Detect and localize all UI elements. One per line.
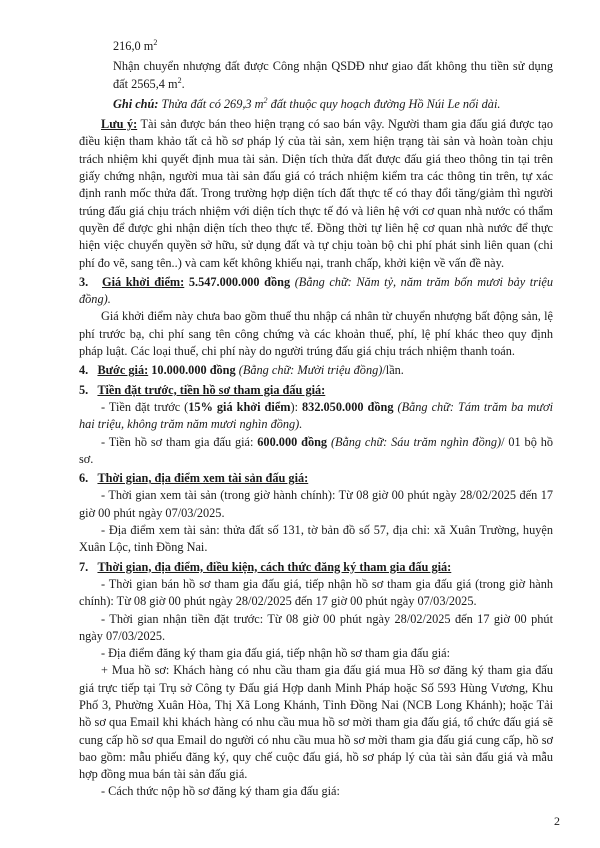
area-line-1: 216,0 $m^2$: [113, 37, 158, 53]
section-7-location: - Địa điểm đăng ký tham gia đấu giá, tiếp nhận hồ sơ tham gia đấu giá:: [101, 646, 451, 661]
section-6-location: - Địa điểm xem tài sản: thửa đất số 131, tờ bản đồ số 57, địa chỉ: xã Xuân Trường, huyện Xuân Lộc, tỉnh Đồng Nai.: [79, 523, 553, 555]
section-6-heading: 6. Thời gian, địa điểm xem tài sản đấu giá:: [79, 471, 309, 486]
section-5-heading: 5. Tiền đặt trước, tiền hồ sơ tham gia đấu giá:: [79, 382, 326, 397]
document-body: [79, 38, 553, 801]
section-3-text: Giá khởi điểm này chưa bao gồm thuế thu nhập cá nhân từ chuyển nhượng bất động sản, lệ phí trước bạ, chi phí sang tên công chứng và các khoản thuế, phí, lệ phí khác theo quy định pháp luật. Các loại thuế, chi phí này do người trúng đấu giá chịu trách nhiệm thanh toán.: [79, 309, 553, 359]
section-5-deposit: - Tiền đặt trước (15% giá khởi điểm): 832.050.000 đồng (Bằng chữ: Tám trăm ba mươi hai triệu, không trăm năm mươi nghìn đồng).: [79, 399, 553, 432]
note-paragraph: Ghi chú: Thửa đất có 269,3 $m^2$ đất thuộc quy hoạch đường Hồ Núi Le nối dài.: [113, 95, 501, 111]
caution-label: Lưu ý:: [101, 117, 138, 132]
page-number: 2: [554, 813, 560, 828]
section-7-submit-method: - Cách thức nộp hồ sơ đăng ký tham gia đấu giá:: [101, 784, 340, 799]
area-line-2: Nhận chuyển nhượng đất được Công nhận QSDĐ như giao đất không thu tiền sử dụng đất 2565,4 $m^2$.: [113, 59, 553, 91]
note-label: Ghi chú:: [113, 96, 159, 111]
section-4-heading: 4. Bước giá: 10.000.000 đồng (Bằng chữ: Mười triệu đồng)/lần.: [79, 363, 404, 378]
section-6-time: - Thời gian xem tài sản (trong giờ hành chính): Từ 08 giờ 00 phút ngày 28/02/2025 đến 17 giờ 00 phút ngày 07/03/2025.: [79, 488, 553, 520]
section-5-file-fee: - Tiền hồ sơ tham gia đấu giá: 600.000 đồng (Bằng chữ: Sáu trăm nghìn đồng)/ 01 bộ hồ sơ.: [79, 434, 554, 466]
section-7-buy-file: + Mua hồ sơ: Khách hàng có nhu cầu tham gia đấu giá mua Hồ sơ đăng ký tham gia đấu giá trực tiếp tại Trụ sở Công ty Đấu giá Hợp danh Minh Pháp hoặc Số 593 Hùng Vương, Khu Phố 3, Phường Xuân Hòa, Thị Xã Long Khánh, Tỉnh Đồng Nai (NCB Long Khánh); hoặc Tải hồ sơ qua Email khi khách hàng có nhu cầu mua hồ sơ mời tham gia đấu giá, tổ chức đấu giá sẽ cung cấp hồ sơ qua Email do người có nhu cầu mua hồ sơ mời tham gia đấu giá cung cấp, hồ sơ bao gồm: mẫu phiếu đăng ký, quy chế cuộc đấu giá, hồ sơ pháp lý của tài sản đấu giá và mẫu hợp đồng mua bán tài sản đấu giá.: [79, 663, 553, 782]
area-block: [79, 38, 553, 113]
caution-paragraph: Lưu ý: Tài sản được bán theo hiện trạng có sao bán vậy. Người tham gia đấu giá được tạo điều kiện tham khảo tất cả hồ sơ pháp lý của tài sản, xem hiện trạng tài sản và hoàn toàn chịu trách nhiệm khi quyết định mua tài sản. Diện tích thửa đất được đấu giá theo thông tin tại trên giấy chứng nhận, người mua tài sản đấu giá có trách nhiệm kiểm tra các thông tin trên, tự xác định ranh mốc thửa đất. Trong trường hợp diện tích đất thực tế có thay đổi tăng/giảm thì người trúng đấu giá chịu trách nhiệm với diện tích thực tế đó và liên hệ với cơ quan nhà nước có thẩm quyền để được ghi nhận diện tích theo thực tế. Đồng thời tự liên hệ cơ quan nhà nước để thực hiện việc chuyển quyền sở hữu, sử dụng đất và tự chịu toàn bộ chi phí phát sinh liên quan (chi phí đo vẽ, sang tên..) và cam kết không khiếu nại, tranh chấp, khởi kiện về vấn đề này.: [79, 117, 553, 270]
section-3-heading: 3. Giá khởi điểm: 5.547.000.000 đồng (Bằng chữ: Năm tỷ, năm trăm bốn mươi bảy triệu đồng).: [79, 274, 554, 307]
section-7-heading: 7. Thời gian, địa điểm, điều kiện, cách thức đăng ký tham gia đấu giá:: [79, 559, 452, 574]
section-7-deposit-time: - Thời gian nhận tiền đặt trước: Từ 08 giờ 00 phút ngày 28/02/2025 đến 17 giờ 00 phút ngày 07/03/2025.: [79, 611, 553, 643]
section-7-sale-time: - Thời gian bán hồ sơ tham gia đấu giá, tiếp nhận hồ sơ tham gia đấu giá (trong giờ hành chính): Từ 08 giờ 00 phút ngày 28/02/2025 đến 17 giờ 00 phút ngày 07/03/2025.: [79, 576, 553, 609]
